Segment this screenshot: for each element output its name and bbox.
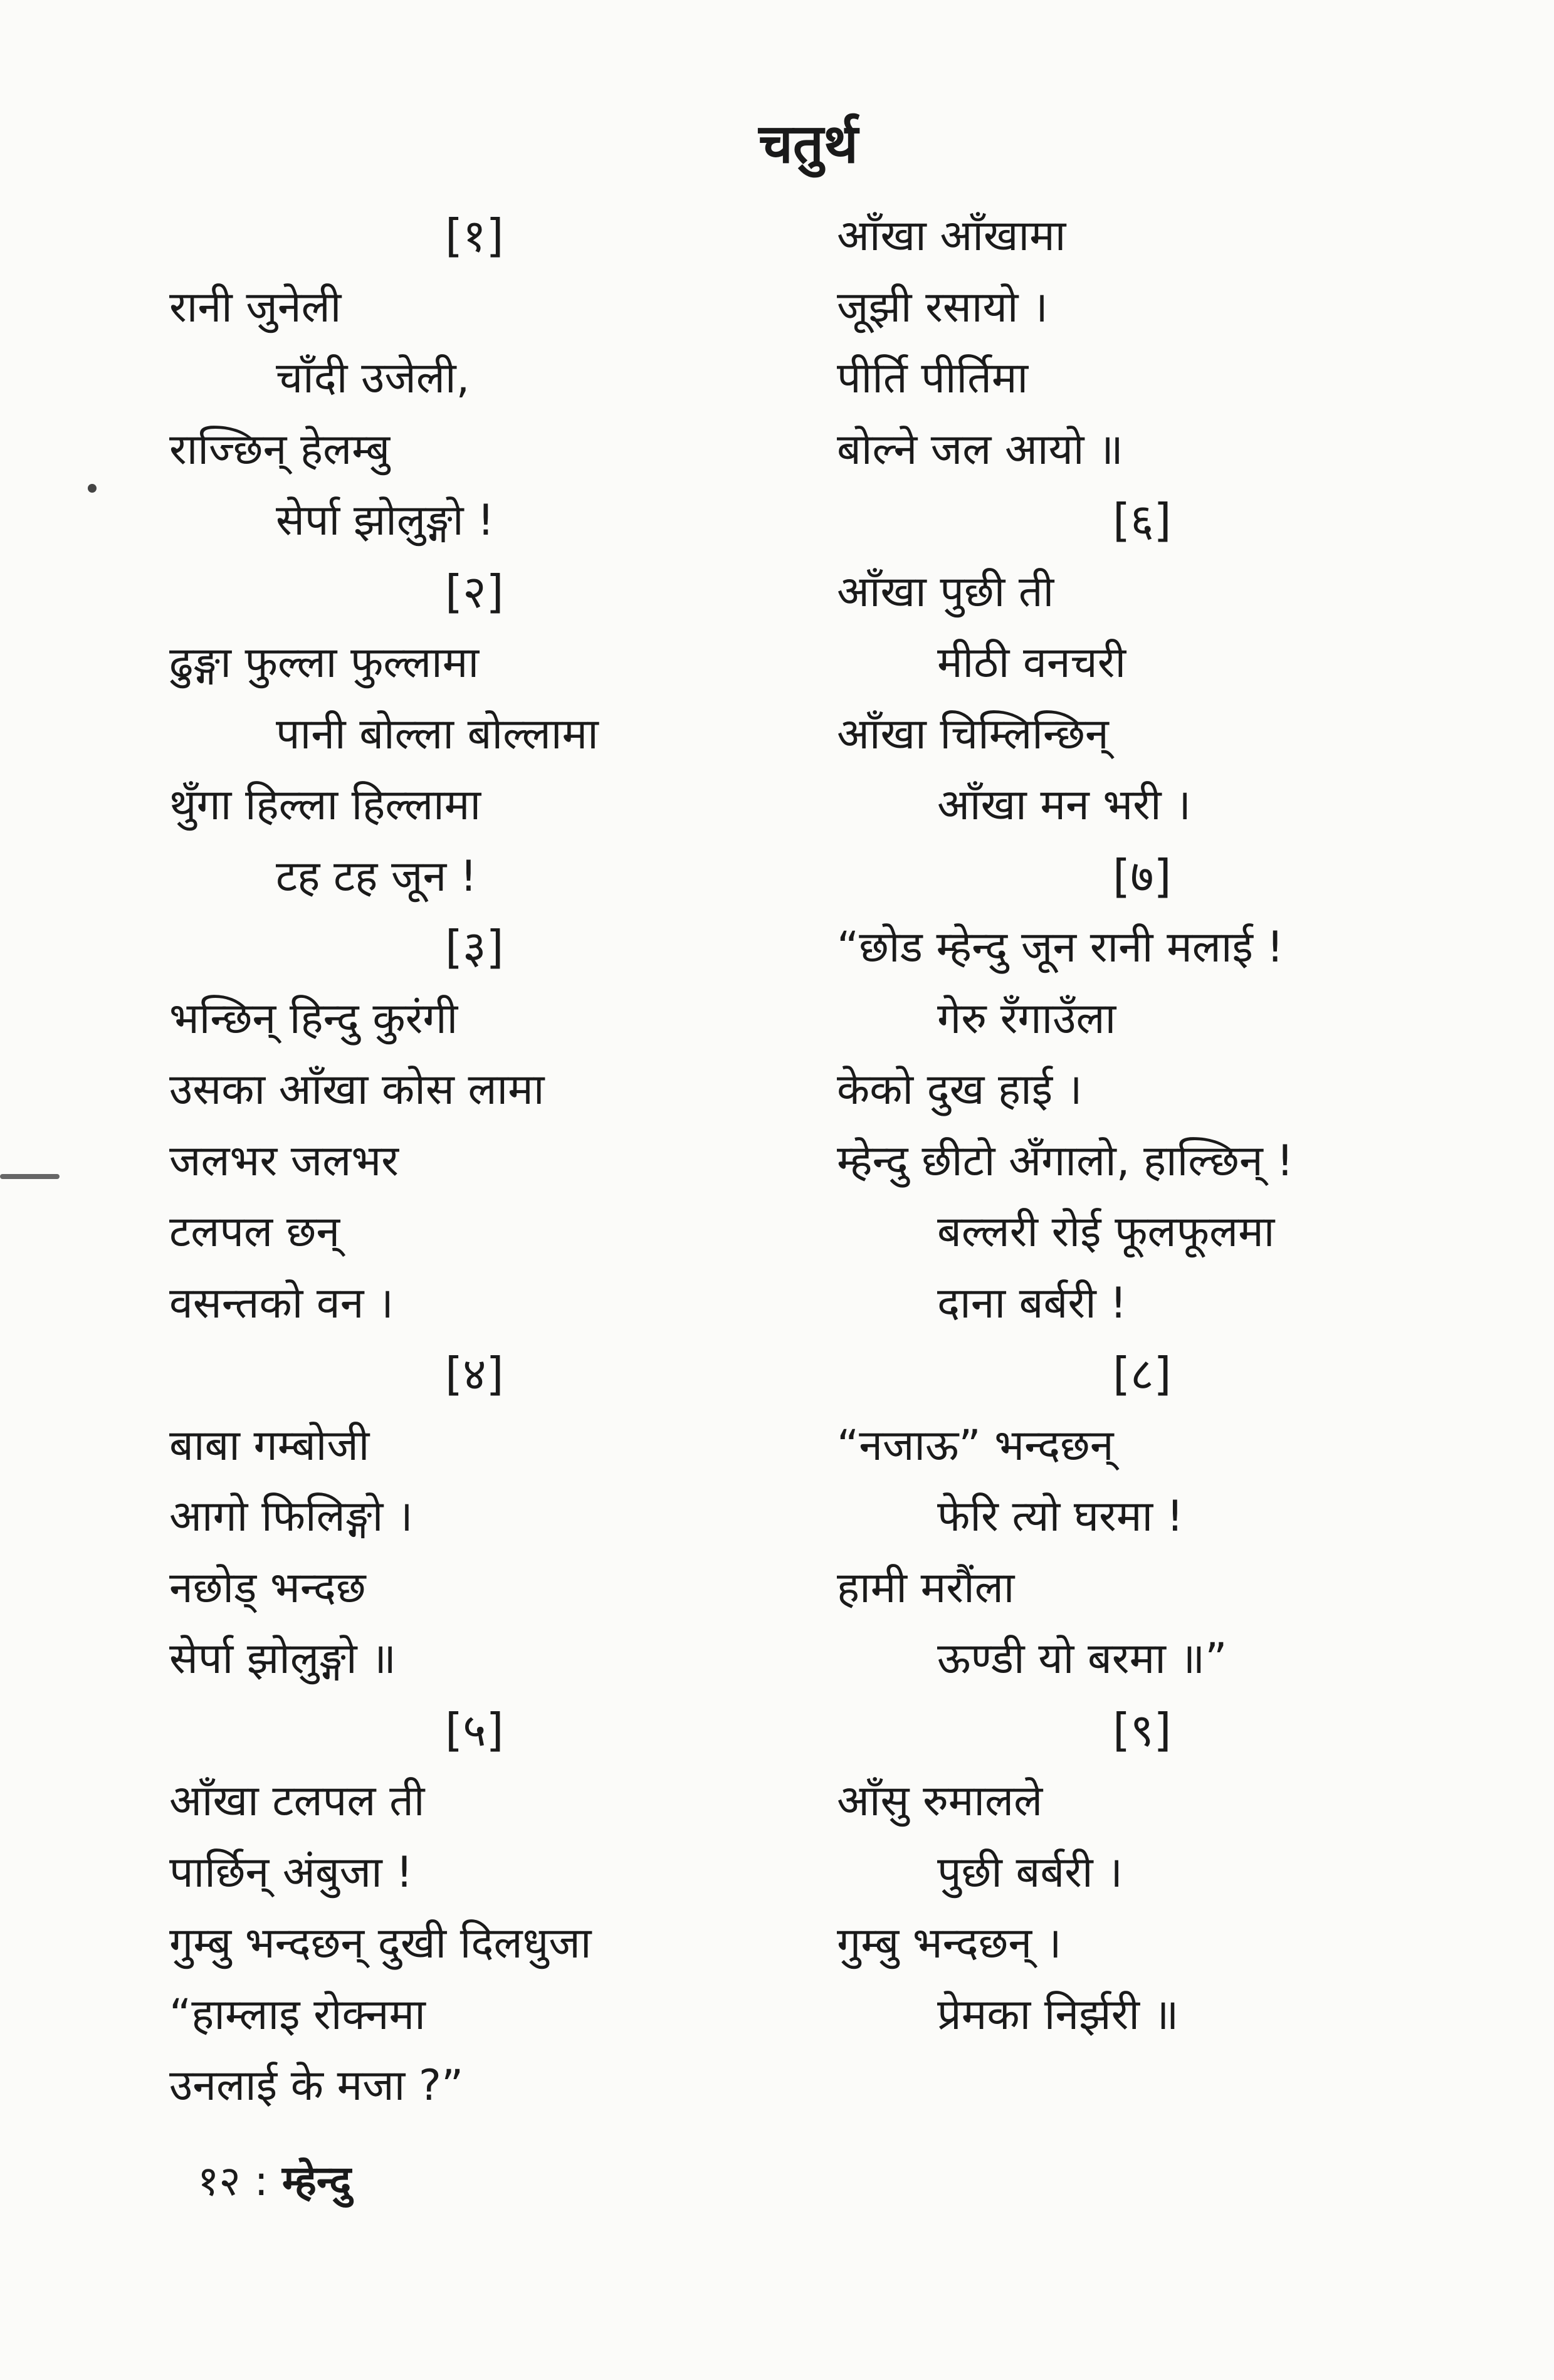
stanza — [169, 557, 733, 913]
poem-line: ऊण्डी यो बरमा ॥” — [937, 1634, 1227, 1684]
poem-line: भन्छिन् हिन्दु कुरंगी — [169, 993, 458, 1044]
poem-line: फेरि त्यो घरमा ! — [937, 1492, 1184, 1541]
poem-line: जलभर जलभर — [169, 1136, 399, 1186]
poem-line: “नजाऊ” भन्दछन् — [837, 1420, 1114, 1470]
stanza-number: [३] — [445, 921, 504, 973]
poem-line: ढुङ्गा फुल्ला फुल्लामा — [169, 638, 480, 688]
stanza-number: [१] — [445, 209, 504, 262]
stanza-number: [७] — [1113, 849, 1172, 903]
right-column — [837, 201, 1464, 2050]
stanza — [837, 1695, 1464, 2051]
stanza — [169, 1339, 733, 1695]
poem-line: सेर्पा झोलुङ्गो ! — [276, 496, 495, 545]
stanza — [169, 1695, 733, 2122]
poem-line: गुम्बु भन्दछन् दुखी दिलधुजा — [169, 1919, 592, 1968]
poem-line: प्रेमका निर्झरी ॥ — [937, 1989, 1179, 2040]
stanza-number: [५] — [445, 1703, 504, 1756]
poem-line: राज्छिन् हेलम्बु — [169, 424, 391, 474]
scan-edge-mark — [0, 1174, 60, 1179]
stanza-number: [४] — [445, 1348, 504, 1400]
stanza-number: [२] — [445, 565, 504, 618]
poem-line: गुम्बु भन्दछन् । — [837, 1919, 1062, 1968]
poem-line: मीठी वनचरी — [937, 638, 1126, 688]
poem-line: बोल्ने जल आयो ॥ — [837, 424, 1123, 474]
poem-line: टह टह जून ! — [276, 851, 478, 901]
stanza — [837, 485, 1464, 841]
poem-line: आँखा मन भरी । — [937, 780, 1191, 830]
stanza-number: [८] — [1113, 1348, 1172, 1400]
poem-line: आँखा पुछी ती — [837, 567, 1054, 617]
page-footer — [197, 2147, 351, 2216]
poem-line: वसन्तको वन । — [169, 1278, 394, 1328]
poem-line: पार्छिन् अंबुजा ! — [169, 1847, 413, 1897]
stanza-number: [९] — [1113, 1703, 1172, 1756]
poem-line: गेरु रँगाउँला — [937, 993, 1116, 1044]
poem-line: नछोड् भन्दछ — [169, 1563, 366, 1613]
poem-line: हामी मरौंला — [837, 1563, 1015, 1613]
poem-line: जूझी रसायो । — [837, 282, 1048, 332]
poem-line: उनलाई के मजा ?” — [169, 2061, 464, 2110]
stanza — [169, 912, 733, 1339]
poem-line: आँखा आँखामा — [837, 211, 1066, 261]
book-title: म्हेन्दु — [281, 2157, 352, 2205]
stanza — [169, 201, 733, 557]
scan-speck — [88, 484, 97, 493]
poem-line: आँखा टलपल ती — [169, 1776, 425, 1826]
stanza-number: [६] — [1113, 494, 1172, 547]
left-column — [169, 201, 733, 2122]
poem-line: चाँदी उजेली, — [276, 354, 470, 403]
poem-line: पुछी बर्बरी । — [937, 1847, 1123, 1897]
page-title: चतुर्थ — [759, 113, 858, 176]
poem-line: पीर्ति पीर्तिमा — [837, 354, 1029, 403]
poem-line: बल्लरी रोई फूलफूलमा — [937, 1207, 1275, 1257]
poem-line: पानी बोल्ला बोल्लामा — [276, 709, 599, 759]
stanza — [837, 1339, 1464, 1695]
poem-line: म्हेन्दु छीटो अँगालो, हाल्छिन् ! — [837, 1136, 1294, 1186]
poem-line: बाबा गम्बोजी — [169, 1420, 370, 1470]
poem-line: दाना बर्बरी ! — [937, 1278, 1127, 1328]
poem-line: आँखा चिम्लिन्छिन् — [837, 709, 1109, 759]
poem-line: सेर्पा झोलुङ्गो ॥ — [169, 1634, 396, 1684]
poem-line: आगो फिलिङ्गो । — [169, 1492, 413, 1541]
poem-line: थुँगा हिल्ला हिल्लामा — [169, 780, 481, 830]
page-number: १२ — [197, 2157, 241, 2205]
poem-line: रानी जुनेली — [169, 282, 342, 332]
poem-line: “हाम्लाइ रोक्नमा — [169, 1989, 426, 2040]
poem-line: उसका आँखा कोस लामा — [169, 1065, 545, 1114]
poem-line: टलपल छन् — [169, 1207, 340, 1257]
stanza — [837, 841, 1464, 1339]
poem-line: “छोड म्हेन्दु जून रानी मलाई ! — [837, 923, 1284, 972]
stanza — [837, 201, 1464, 485]
poem-line: केको दुख हाई । — [837, 1065, 1083, 1114]
footer-separator: : — [254, 2157, 268, 2205]
poem-line: आँसु रुमालले — [837, 1776, 1043, 1826]
